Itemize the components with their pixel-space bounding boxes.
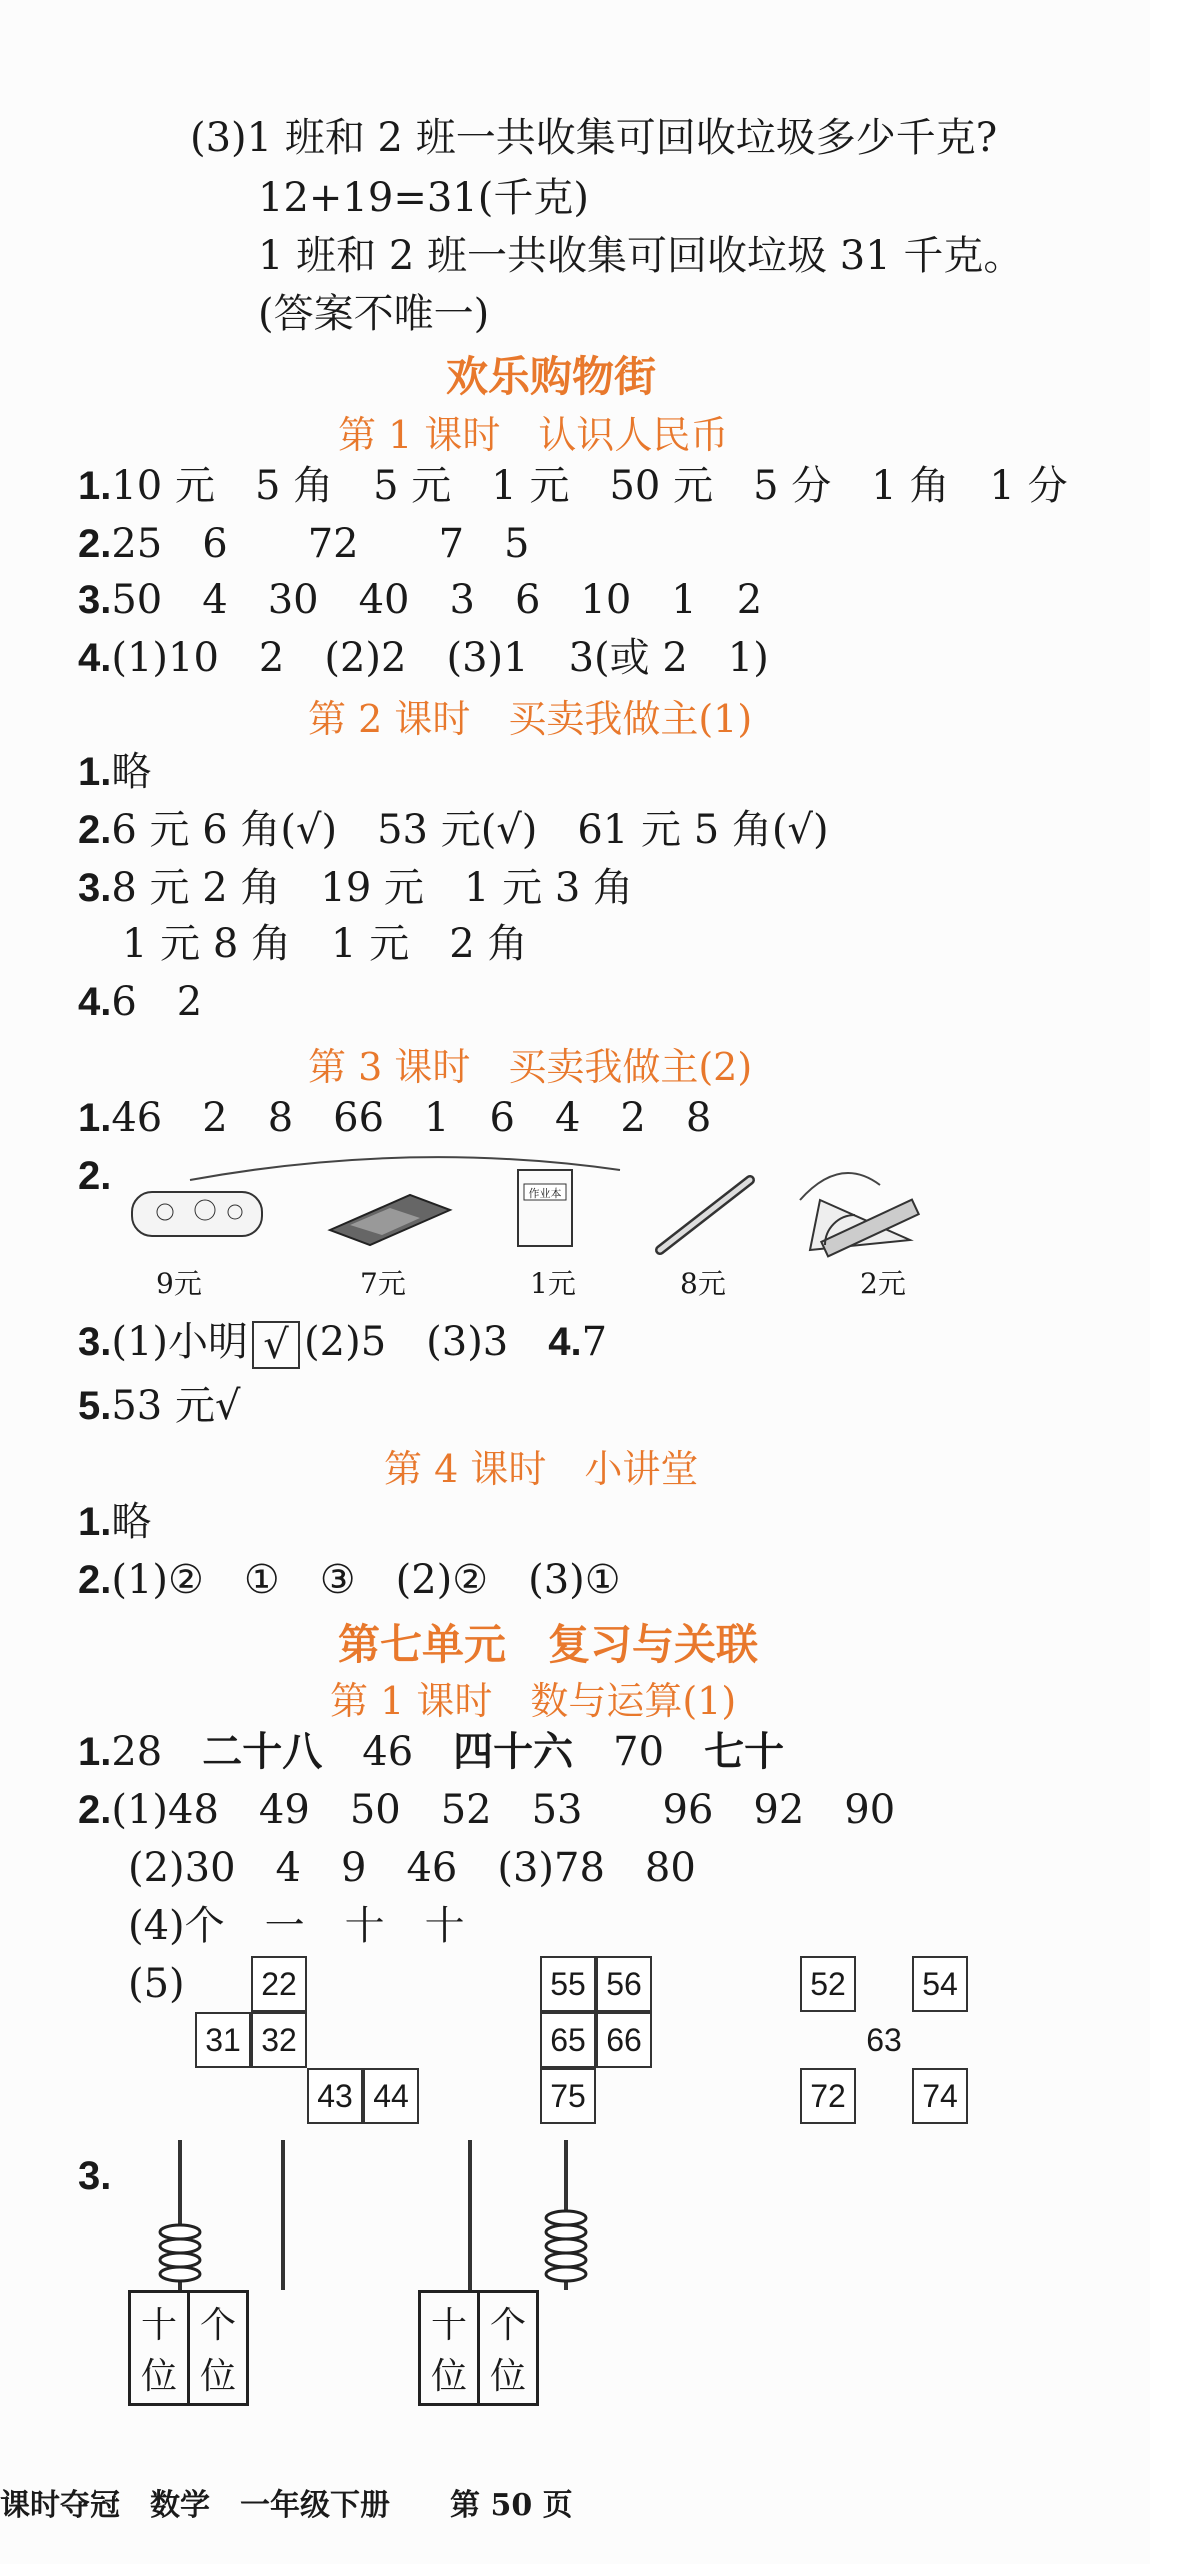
price-label: 2元 <box>860 1267 906 1300</box>
answer-row: 1.28 二十八 46 四十六 70 七十 <box>78 1728 785 1775</box>
lesson-4-title: 第 4 课时 小讲堂 <box>384 1447 699 1491</box>
price-label: 7元 <box>360 1267 406 1300</box>
grid-cell: 43 <box>307 2068 363 2124</box>
answer-row: 5.53 元√ <box>78 1383 241 1429</box>
checkbox-checked: √ <box>252 1321 300 1369</box>
answer-row: (2)30 4 9 46 (3)78 80 <box>128 1845 696 1891</box>
answer-row: 1.10 元 5 角 5 元 1 元 50 元 5 分 1 角 1 分 <box>78 463 1068 509</box>
place-value-labels <box>128 2290 249 2406</box>
ruler-set-icon <box>810 1200 919 1257</box>
grid-cell: 54 <box>912 1956 968 2012</box>
price-label: 9元 <box>156 1267 202 1300</box>
grid-cell: 22 <box>251 1956 307 2012</box>
answer-row: 3.(1)小明 √ (2)5 (3)3 4.7 <box>78 1319 608 1368</box>
price-label: 8元 <box>680 1267 726 1300</box>
answer-row: (5) <box>128 1961 185 2007</box>
lesson-1-title: 第 1 课时 认识人民币 <box>338 413 729 457</box>
grid-cell: 55 <box>540 1956 596 2012</box>
price-label: 1元 <box>530 1267 576 1300</box>
answer-row: 4.6 2 <box>78 979 203 1025</box>
answer-row: 1.46 2 8 66 1 6 4 2 8 <box>78 1095 712 1141</box>
grid-cell: 65 <box>540 2012 596 2068</box>
grid-cell: 72 <box>800 2068 856 2124</box>
grid-cell: 74 <box>912 2068 968 2124</box>
answer-row: 1 元 8 角 1 元 2 角 <box>122 921 528 967</box>
tens-label: 十位 <box>131 2293 190 2403</box>
answer-row: 2.6 元 6 角(√) 53 元(√) 61 元 5 角(√) <box>78 807 829 853</box>
answer-row: 3. <box>78 2154 112 2198</box>
answer-row: 1.略 <box>78 1499 152 1545</box>
ones-label: 个位 <box>490 2305 527 2397</box>
matching-illustration <box>120 1140 920 1280</box>
answer-row: 2.(1)48 49 50 52 53 96 92 90 <box>78 1787 896 1833</box>
grid-cell: 52 <box>800 1956 856 2012</box>
svg-text:作业本: 作业本 <box>528 1187 562 1200</box>
match-line <box>800 1173 880 1200</box>
answer-row: 4.(1)10 2 (2)2 (3)1 3(或 2 1) <box>78 635 769 681</box>
lesson-2-title: 第 2 课时 买卖我做主(1) <box>308 697 753 741</box>
unit-7-lesson-1-title: 第 1 课时 数与运算(1) <box>330 1679 737 1723</box>
pen-icon <box>660 1180 750 1250</box>
answer-row: 2.(1)② ① ③ (2)② (3)① <box>78 1557 621 1603</box>
answer-row: 1.略 <box>78 749 152 795</box>
grid-cell: 44 <box>363 2068 419 2124</box>
answer-row: 2. <box>78 1154 112 1198</box>
place-value-labels <box>418 2290 539 2406</box>
answer-line: 1 班和 2 班一共收集可回收垃圾 31 千克。 <box>258 233 1024 279</box>
answer-row: (4)个 一 十 十 <box>128 1903 465 1949</box>
chocolate-icon <box>330 1195 450 1245</box>
calc-line: 12+19=31(千克) <box>258 175 589 221</box>
page-footer: 课时夺冠 数学 一年级下册 第 50 页 <box>0 2488 573 2523</box>
tens-label: 十位 <box>421 2293 480 2403</box>
grid-cell: 56 <box>596 1956 652 2012</box>
ones-label: 个位 <box>200 2305 237 2397</box>
question-3: (3)1 班和 2 班一共收集可回收垃圾多少千克? <box>190 115 998 161</box>
grid-cell: 66 <box>596 2012 652 2068</box>
answer-row: 2.25 6 72 7 5 <box>78 521 530 567</box>
grid-cell: 32 <box>251 2012 307 2068</box>
grid-cell: 31 <box>195 2012 251 2068</box>
lesson-3-title: 第 3 课时 买卖我做主(2) <box>308 1045 753 1089</box>
notebook-icon <box>518 1170 572 1246</box>
note-line: (答案不唯一) <box>258 291 490 337</box>
answer-row: 3.8 元 2 角 19 元 1 元 3 角 <box>78 865 634 911</box>
pencil-case-icon <box>132 1192 262 1236</box>
grid-cell: 75 <box>540 2068 596 2124</box>
unit-7-title: 第七单元 复习与关联 <box>338 1620 759 1669</box>
unit-title: 欢乐购物街 <box>446 352 657 401</box>
answer-row: 3.50 4 30 40 3 6 10 1 2 <box>78 577 763 623</box>
grid-cell: 63 <box>866 2021 902 2058</box>
